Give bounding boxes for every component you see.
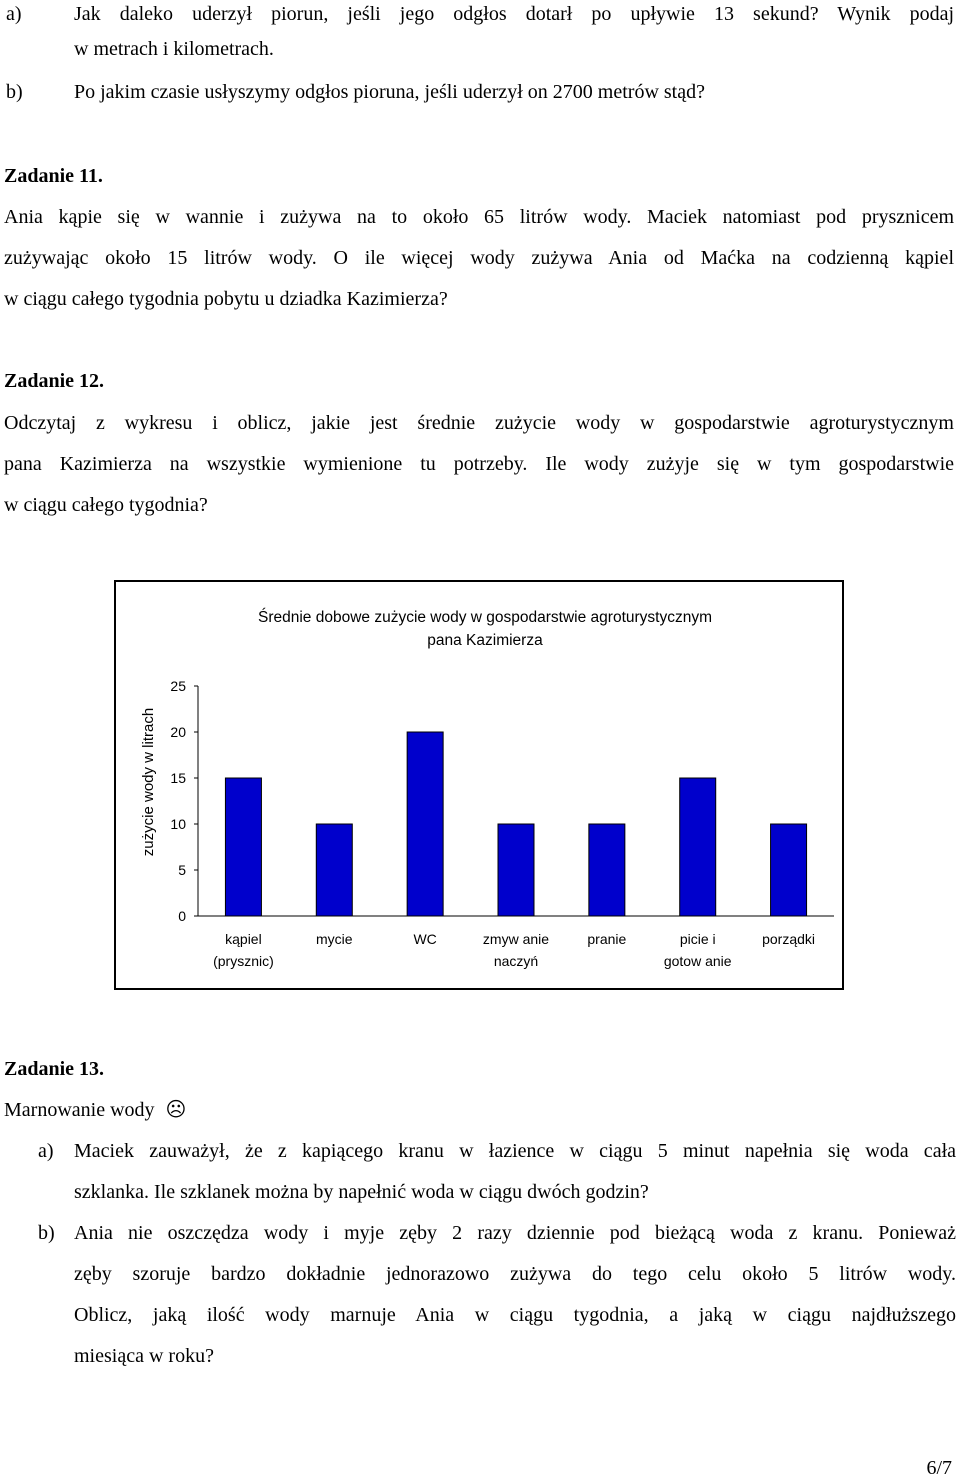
bar (316, 824, 352, 916)
water-usage-chart (116, 582, 842, 988)
task-12-text-line: w ciągu całego tygodnia? (4, 494, 208, 516)
y-tick-label: 25 (170, 678, 186, 694)
task-13-subtitle-row (4, 1098, 186, 1122)
x-category-label: kąpiel (225, 931, 262, 947)
x-category-label: (prysznic) (213, 953, 274, 969)
task-13-subtitle: Marnowanie wody (4, 1099, 155, 1121)
x-category-label: gotow anie (663, 953, 732, 969)
chart-frame (114, 580, 844, 990)
y-axis-label: zużycie wody w litrach (140, 707, 157, 857)
task-11-text-line: Ania kąpie się w wannie i zużywa na to około 65 litrów wody. Maciek natomiast pod prysznicem (4, 206, 954, 228)
item-a-marker: a) (6, 3, 22, 25)
task-11-heading: Zadanie 11. (4, 165, 103, 187)
x-category-label: porządki (762, 931, 816, 947)
x-category-label: picie i (679, 931, 716, 947)
sad-face-icon: ☹ (165, 1099, 187, 1121)
question-b-line: Po jakim czasie usłyszymy odgłos pioruna, jeśli uderzył on 2700 metrów stąd? (74, 81, 705, 103)
y-tick-label: 10 (170, 816, 186, 832)
y-tick-label: 15 (170, 770, 186, 786)
bar (225, 778, 261, 916)
task-13-b-line: Ania nie oszczędza wody i myje zęby 2 razy dziennie pod bieżącą woda z kranu. Ponieważ (74, 1222, 956, 1244)
chart-title-line1: Średnie dobowe zużycie wody w gospodarstwie agroturystycznym (257, 609, 713, 626)
task-13-b-line: miesiąca w roku? (74, 1345, 214, 1367)
chart-title-line2: pana Kazimierza (427, 632, 543, 649)
task-13-a-line: szklanka. Ile szklanek można by napełnić woda w ciągu dwóch godzin? (74, 1181, 649, 1203)
task-12-text-line: Odczytaj z wykresu i oblicz, jakie jest średnie zużycie wody w gospodarstwie agroturystycznym (4, 412, 954, 434)
item-a-marker: a) (38, 1140, 54, 1162)
x-category-label: zmyw anie (482, 931, 550, 947)
x-category-label: WC (413, 931, 437, 947)
bar (680, 778, 716, 916)
bar (771, 824, 807, 916)
question-a-line: Jak daleko uderzył piorun, jeśli jego odgłos dotarł po upływie 13 sekund? Wynik podaj (74, 3, 954, 25)
bar (589, 824, 625, 916)
task-13-b-line: Oblicz, jaką ilość wody marnuje Ania w ciągu tygodnia, a jaką w ciągu najdłuższego (74, 1304, 956, 1326)
task-12-heading: Zadanie 12. (4, 370, 105, 392)
item-b-marker: b) (38, 1222, 55, 1244)
task-13-a-line: Maciek zauważył, że z kapiącego kranu w łazience w ciągu 5 minut napełnia się woda cała (74, 1140, 956, 1162)
x-category-label: naczyń (493, 953, 539, 969)
item-b-marker: b) (6, 81, 23, 103)
bar (407, 732, 443, 916)
x-category-label: mycie (316, 931, 353, 947)
y-tick-label: 0 (178, 908, 186, 924)
task-12-text-line: pana Kazimierza na wszystkie wymienione tu potrzeby. Ile wody zużyje się w tym gospodarstwie (4, 453, 954, 475)
bar (498, 824, 534, 916)
task-11-text-line: zużywając około 15 litrów wody. O ile więcej wody zużywa Ania od Maćka na codzienną kąpiel (4, 247, 954, 269)
x-category-label: pranie (587, 931, 627, 947)
task-11-text-line: w ciągu całego tygodnia pobytu u dziadka Kazimierza? (4, 288, 448, 310)
y-tick-label: 20 (170, 724, 186, 740)
task-13-heading: Zadanie 13. (4, 1058, 105, 1080)
y-tick-label: 5 (178, 862, 186, 878)
task-13-b-line: zęby szoruje bardzo dokładnie jednorazowo zużywa do tego celu około 5 litrów wody. (74, 1263, 956, 1285)
page-number: 6/7 (926, 1457, 952, 1479)
question-a-line: w metrach i kilometrach. (74, 38, 274, 60)
